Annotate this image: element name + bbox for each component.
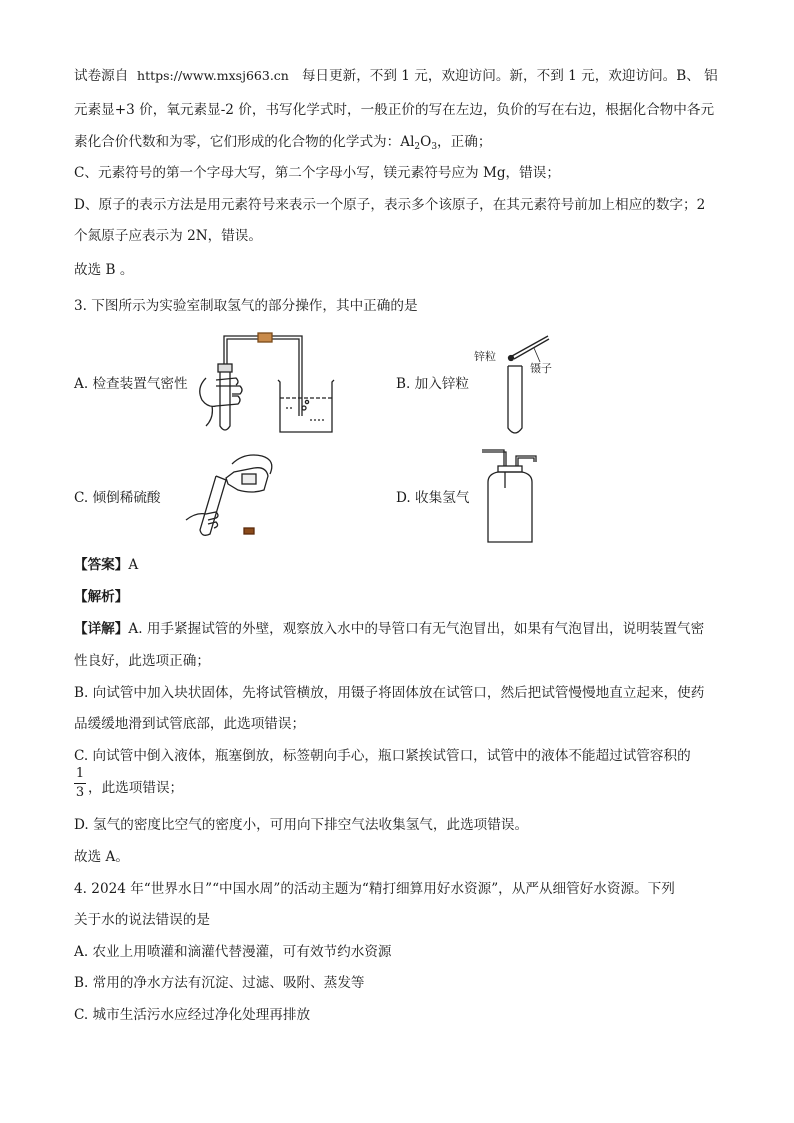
subscript-3: 3 xyxy=(431,142,438,152)
detail-a-text-1: A. 用手紧握试管的外壁，观察放入水中的导管口有无气泡冒出，如果有气泡冒出，说明装置气密 xyxy=(128,621,705,637)
answer-value: A xyxy=(128,557,139,573)
text-line-6: 个氮原子应表示为 2N，错误。 xyxy=(74,228,262,244)
text-line-1 xyxy=(74,66,734,86)
fraction-numerator: 1 xyxy=(75,766,85,781)
question-3: 3. 下图所示为实验室制取氢气的部分操作，其中正确的是 xyxy=(74,298,418,314)
text-line-5: D、原子的表示方法是用元素符号来表示一个原子，表示多个该原子，在其元素符号前加上相应的数字；2 xyxy=(74,197,706,213)
detail-c-line-1: C. 向试管中倒入液体，瓶塞倒放，标签朝向手心，瓶口紧挨试管口，试管中的液体不能超过试管容积的 xyxy=(74,748,691,764)
answer-tag: 【答案】 xyxy=(74,557,129,573)
question-4-line-1: 4. 2024 年“世界水日”“中国水周”的活动主题为“精打细算用好水资源”，从严从细管好水资源。下列 xyxy=(74,881,675,897)
conclusion-line: 故选 A。 xyxy=(74,849,129,865)
label-tweezers: 镊子 xyxy=(530,362,552,375)
text-line-3-c: ，正确； xyxy=(437,134,492,150)
detail-b-line-2: 品缓缓地滑到试管底部，此选项错误； xyxy=(74,716,306,732)
detail-a-line-1 xyxy=(74,619,734,639)
detail-tag: 【详解】 xyxy=(74,621,129,637)
figure-b-adding-zinc xyxy=(470,330,570,440)
detail-c-line-2: ，此选项错误； xyxy=(88,780,184,796)
text-line-3 xyxy=(74,132,734,157)
text-line-4: C、元素符号的第一个字母大写，第二个字母小写，镁元素符号应为 Mg，错误； xyxy=(74,165,560,181)
detail-d-line: D. 氢气的密度比空气的密度小，可用向下排空气法收集氢气，此选项错误。 xyxy=(74,817,529,833)
q4-option-c: C. 城市生活污水应经过净化处理再排放 xyxy=(74,1007,311,1023)
text-line-3-b: O xyxy=(420,134,432,150)
figure-c-pouring-acid xyxy=(182,450,282,542)
figure-d-collecting-hydrogen xyxy=(478,448,542,546)
text-line-3-a: 素化合价代数和为零，它们形成的化合物的化学式为：Al xyxy=(74,134,415,150)
q3-option-c: C. 倾倒稀硫酸 xyxy=(74,490,161,506)
source-url[interactable]: https://www.mxsj663.cn xyxy=(137,68,289,83)
q4-option-b: B. 常用的净水方法有沉淀、过滤、吸附、蒸发等 xyxy=(74,975,365,991)
question-4-line-2: 关于水的说法错误的是 xyxy=(74,912,210,928)
subscript-2: 2 xyxy=(414,142,421,152)
detail-a-line-2: 性良好，此选项正确； xyxy=(74,653,210,669)
q3-option-b: B. 加入锌粒 xyxy=(396,376,470,392)
detail-b-line-1: B. 向试管中加入块状固体，先将试管横放，用镊子将固体放在试管口，然后把试管慢慢地直立起来，使药 xyxy=(74,685,705,701)
fraction-one-third xyxy=(74,766,86,801)
answer-line xyxy=(74,555,734,575)
analysis-tag: 【解析】 xyxy=(74,589,129,605)
source-label: 试卷源自 xyxy=(74,68,129,84)
text-line-2: 元素显+3 价，氧元素显-2 价，书写化学式时，一般正价的写在左边，负价的写在右边，根据化合物中各元 xyxy=(74,102,715,118)
q3-option-a: A. 检查装置气密性 xyxy=(74,376,188,392)
fraction-denominator: 3 xyxy=(75,785,85,800)
text-line-7: 故选 B 。 xyxy=(74,262,134,278)
figure-a-airtightness-check xyxy=(186,330,356,438)
analysis-line xyxy=(74,587,734,607)
q3-option-d: D. 收集氢气 xyxy=(396,490,470,506)
q4-option-a: A. 农业上用喷灌和滴灌代替漫灌，可有效节约水资源 xyxy=(74,944,392,960)
label-zinc: 锌粒 xyxy=(474,350,496,363)
text-line-1-rest: 每日更新，不到 1 元，欢迎访问。新，不到 1 元，欢迎访问。B、 铝 xyxy=(301,68,718,84)
